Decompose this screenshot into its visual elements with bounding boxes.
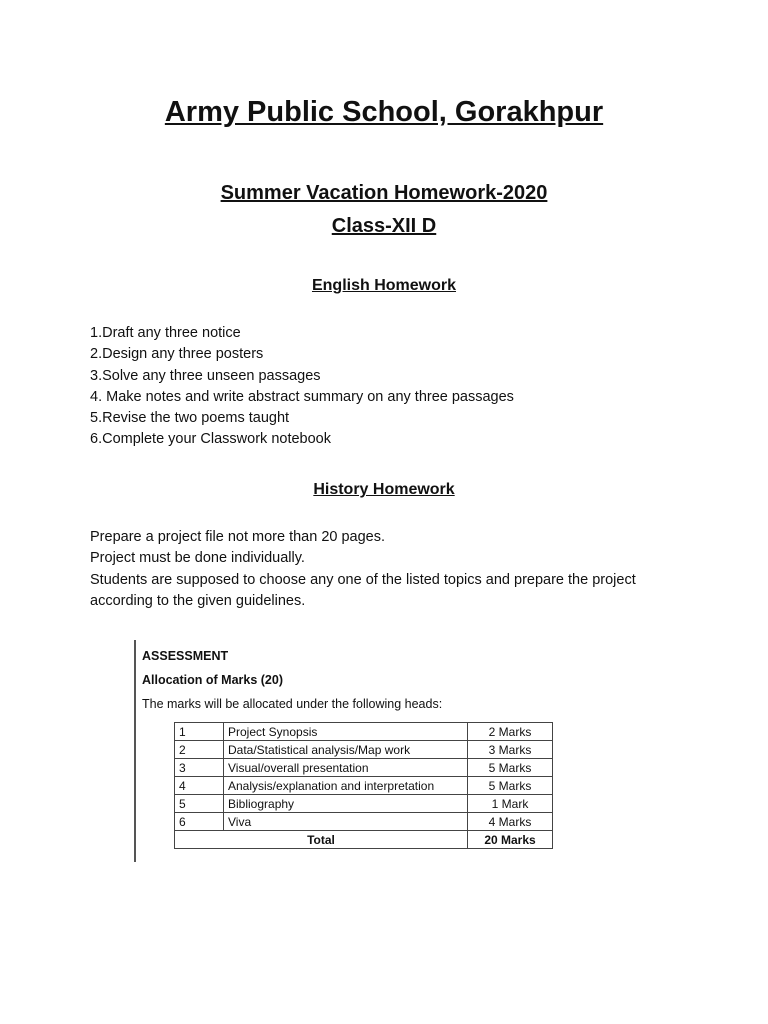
row-marks: 4 Marks [468,813,553,831]
row-number: 3 [175,759,224,777]
list-item: 4. Make notes and write abstract summary on any three passages [90,388,514,405]
total-value: 20 Marks [468,831,553,849]
row-number: 2 [175,741,224,759]
total-label: Total [175,831,468,849]
row-marks: 3 Marks [468,741,553,759]
row-marks: 1 Mark [468,795,553,813]
table-row [175,759,553,777]
list-item: 2.Design any three posters [90,346,264,363]
row-head: Bibliography [224,795,468,813]
instruction-line: Students are supposed to choose any one of the listed topics and prepare the project [90,571,636,588]
row-number: 4 [175,777,224,795]
table-row [175,723,553,741]
row-head: Viva [224,813,468,831]
list-item: 3.Solve any three unseen passages [90,367,321,384]
english-task-list [90,323,514,451]
row-head: Data/Statistical analysis/Map work [224,741,468,759]
homework-title: Summer Vacation Homework-2020 [220,182,548,204]
list-item: 6.Complete your Classwork notebook [90,431,331,448]
history-instructions [90,527,690,612]
row-head: Analysis/explanation and interpretation [224,777,468,795]
row-head: Visual/overall presentation [224,759,468,777]
total-row [175,831,553,849]
table-row [175,795,553,813]
school-title: Army Public School, Gorakhpur [164,96,604,128]
table-row [175,777,553,795]
allocation-heading: Allocation of Marks (20) [142,673,283,687]
list-item: 5.Revise the two poems taught [90,410,290,427]
row-marks: 5 Marks [468,777,553,795]
row-marks: 5 Marks [468,759,553,777]
instruction-line: according to the given guidelines. [90,592,306,609]
history-heading: History Homework [313,481,455,498]
instruction-line: Project must be done individually. [90,550,305,567]
class-title: Class-XII D [331,215,437,237]
table-row [175,813,553,831]
row-marks: 2 Marks [468,723,553,741]
row-number: 6 [175,813,224,831]
marks-table [174,722,553,849]
row-number: 5 [175,795,224,813]
assessment-figure [134,640,576,862]
list-item: 1.Draft any three notice [90,325,241,341]
row-number: 1 [175,723,224,741]
english-heading: English Homework [311,277,457,294]
instruction-line: Prepare a project file not more than 20 pages. [90,529,386,545]
assessment-heading: ASSESSMENT [142,649,229,663]
row-head: Project Synopsis [224,723,468,741]
table-row [175,741,553,759]
allocation-note: The marks will be allocated under the following heads: [142,697,443,711]
